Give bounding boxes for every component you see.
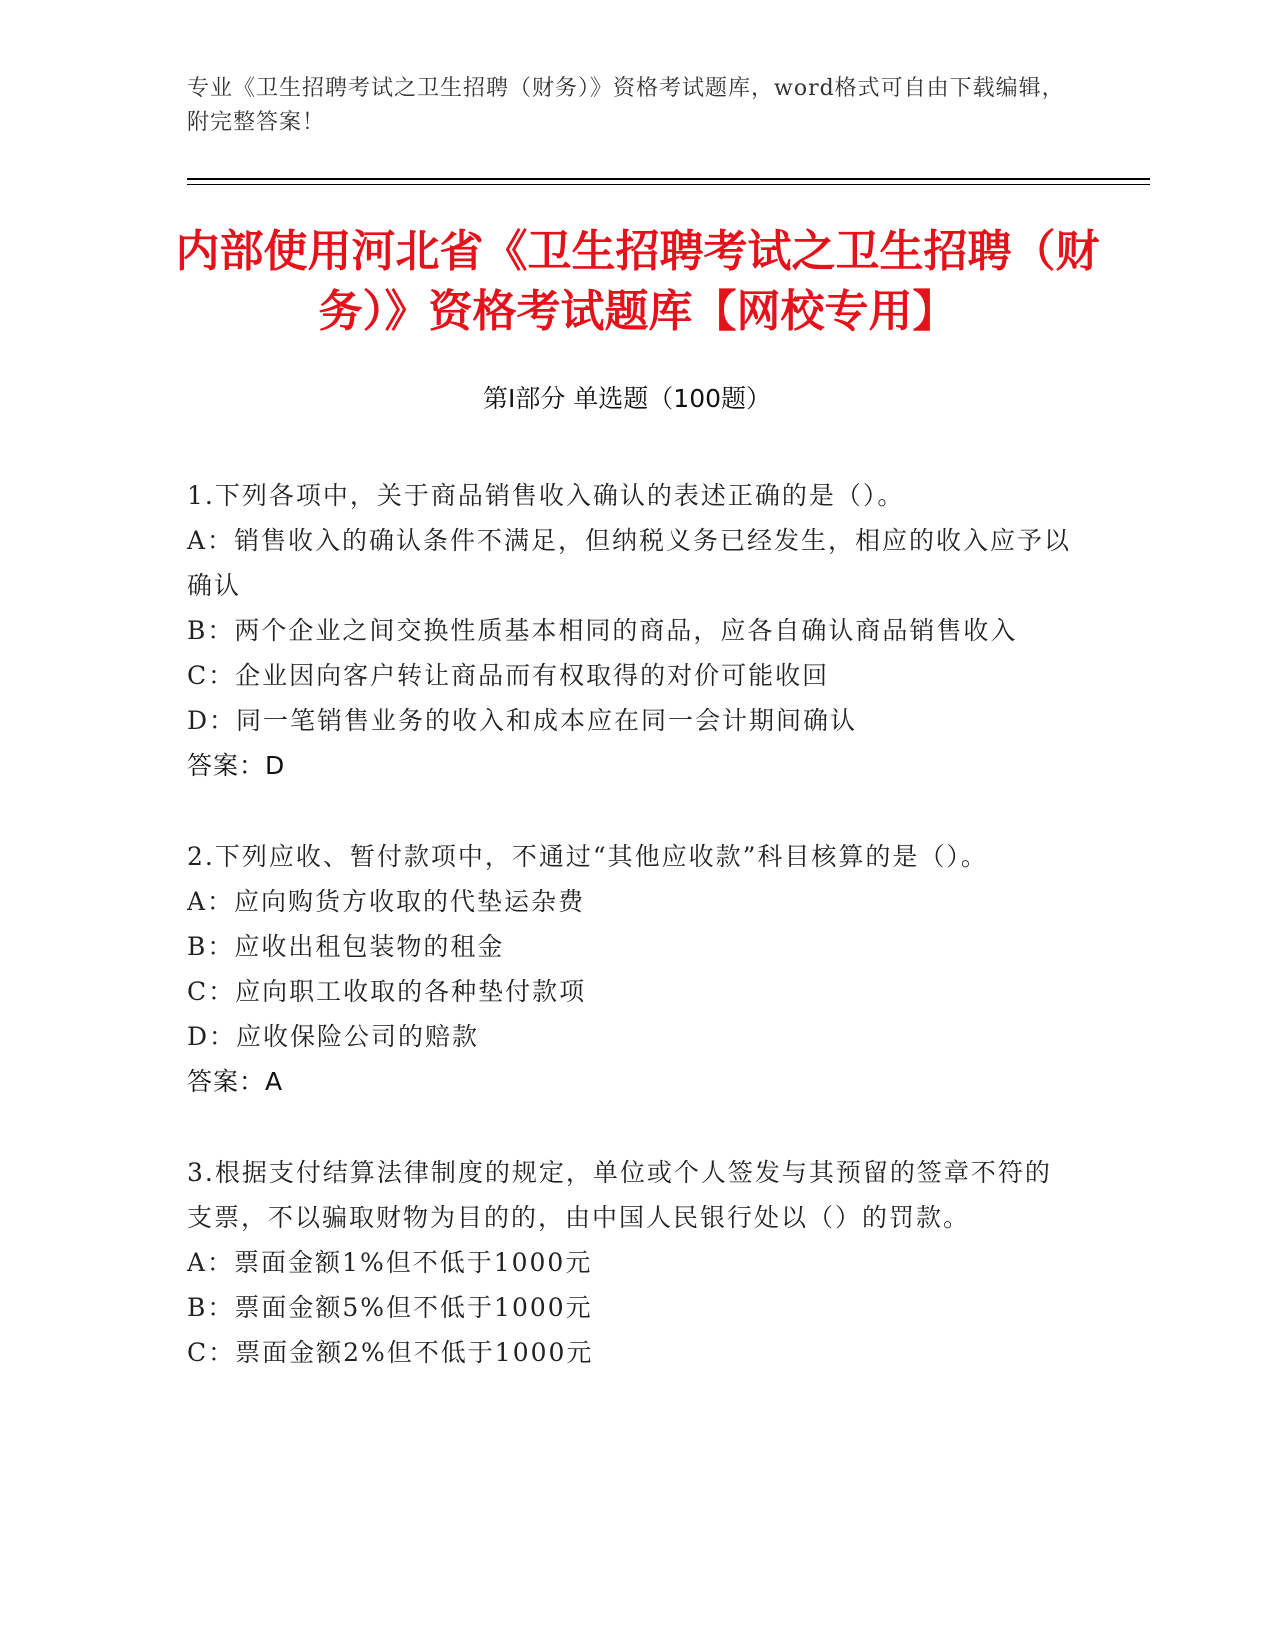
header-divider-thin: [187, 184, 1150, 185]
question-stem: 2.下列应收、暂付款项中，不通过“其他应收款”科目核算的是（）。: [187, 842, 988, 871]
question-list: [187, 473, 1072, 1421]
option-c: C：应向职工收取的各种垫付款项: [187, 977, 587, 1006]
option-a: A：销售收入的确认条件不满足，但纳税义务已经发生，相应的收入应予以确认: [187, 526, 1072, 600]
option-b: B：两个企业之间交换性质基本相同的商品，应各自确认商品销售收入: [187, 616, 1018, 645]
option-b: B：应收出租包装物的租金: [187, 932, 505, 961]
question-stem: 3.根据支付结算法律制度的规定，单位或个人签发与其预留的签章不符的支票，不以骗取财物为目的的，由中国人民银行处以（）的罚款。: [187, 1158, 1052, 1232]
option-c: C：企业因向客户转让商品而有权取得的对价可能收回: [187, 661, 830, 690]
option-a: A：应向购货方收取的代垫运杂费: [187, 887, 586, 916]
question-stem: 1.下列各项中，关于商品销售收入确认的表述正确的是（）。: [187, 481, 905, 510]
answer: 答案：D: [187, 751, 286, 780]
question-3: [187, 1150, 1072, 1375]
answer: 答案：A: [187, 1067, 284, 1096]
section-title: 第I部分 单选题（100题）: [482, 384, 772, 413]
document-title: 内部使用河北省《卫生招聘考试之卫生招聘（财务）》资格考试题库【网校专用】: [175, 226, 1100, 337]
option-a: A：票面金额1%但不低于1000元: [187, 1248, 593, 1277]
header-divider-thick: [187, 178, 1150, 180]
option-d: D：同一笔销售业务的收入和成本应在同一会计期间确认: [187, 706, 858, 735]
option-d: D：应收保险公司的赔款: [187, 1022, 480, 1051]
header-note: 专业《卫生招聘考试之卫生招聘（财务）》资格考试题库，word格式可自由下载编辑，附完整答案！: [187, 76, 1065, 135]
option-b: B：票面金额5%但不低于1000元: [187, 1293, 593, 1322]
option-c: C：票面金额2%但不低于1000元: [187, 1338, 594, 1367]
question-2: [187, 834, 1072, 1104]
question-1: [187, 473, 1072, 788]
